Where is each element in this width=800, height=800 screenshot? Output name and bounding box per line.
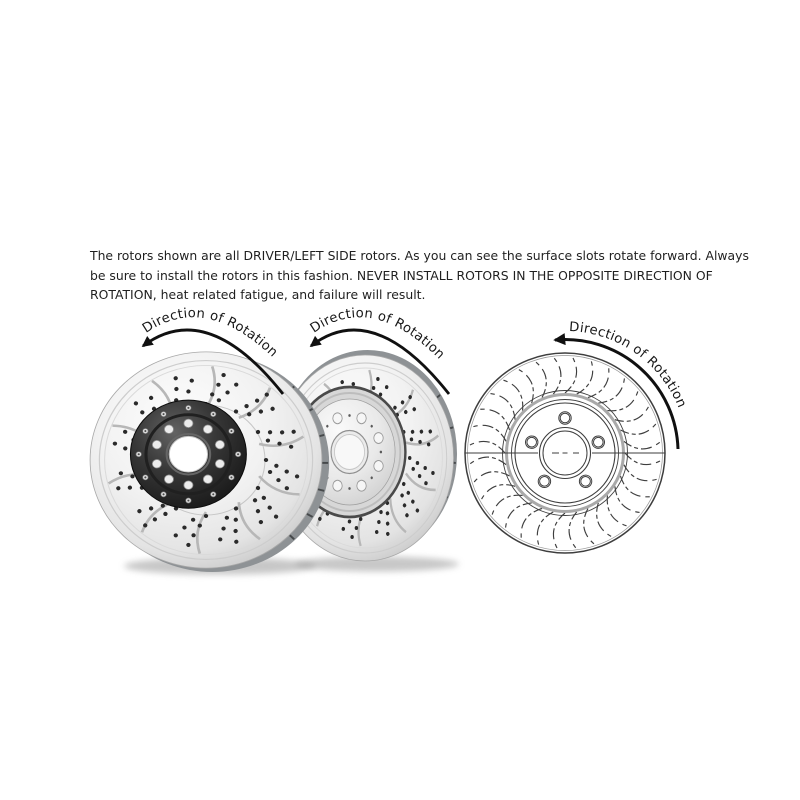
rotor-line-drawing bbox=[465, 353, 665, 553]
rotor-hat bbox=[130, 400, 246, 508]
warning-line-2: be sure to install the rotors in this fashion. NEVER INSTALL ROTORS IN THE OPPOSITE DIRECTION OF bbox=[90, 267, 713, 283]
rotation-label: Direction of Rotation bbox=[140, 306, 281, 361]
rotor-disc bbox=[90, 352, 329, 572]
rotation-warning-text bbox=[90, 246, 749, 305]
rotation-label: Direction of Rotation bbox=[307, 306, 448, 363]
warning-line-3: ROTATION, heat related fatigue, and failure will result. bbox=[90, 287, 426, 302]
rotor-figure-drilled-slotted-black-hat bbox=[85, 306, 330, 588]
rotor-figure-curved-slot-line-drawing bbox=[448, 315, 700, 567]
warning-line-1: The rotors shown are all DRIVER/LEFT SIDE rotors. As you can see the surface slots rotate forward. Always bbox=[90, 248, 749, 263]
rotation-label: Direction of Rotation bbox=[568, 319, 690, 411]
center-bore bbox=[169, 436, 207, 472]
